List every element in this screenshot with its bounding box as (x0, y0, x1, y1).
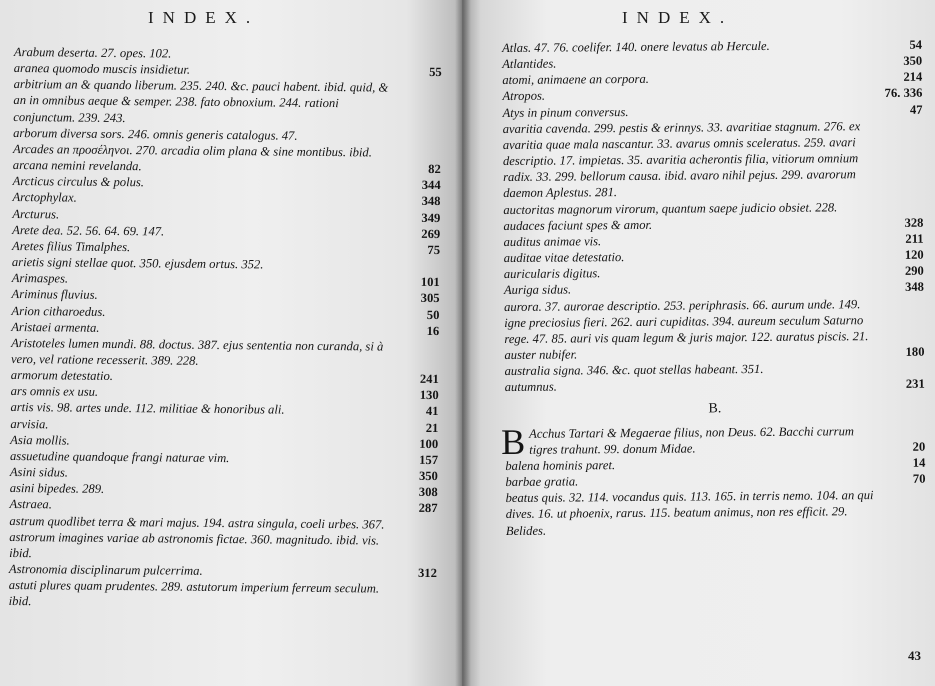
index-entry (506, 487, 926, 523)
index-entry-page: 350 (903, 53, 923, 69)
index-entry-text: auditae vitae detestatio. (503, 250, 625, 266)
index-entry-text: avaritia cavenda. 299. pestis & erinnys. 33. avaritiae stagnum. 276. ex avaritia quae mala nascantur. 33. avarus omnis sceleratus. 259. avari descriptio. 17. impietas. 35. avaritia acherontis filia, vitiorum omnium radix. 33. 299. bellorum causa. ibid. avaro nihil pejus. 299. avarorum daemon Aplestus. 281. (502, 118, 861, 201)
index-entry-text: astuti plures quam prudentes. 289. astutorum imperium ferreum seculum. ibid. (8, 578, 380, 609)
drop-cap: B (500, 421, 526, 462)
index-entry-page: 100 (419, 436, 439, 451)
index-entry-text: Arcturus. (12, 206, 60, 222)
index-entry-text: auster nubifer. (504, 347, 578, 362)
index-entry-page: 231 (905, 376, 925, 392)
left-index-entries (9, 44, 442, 614)
index-entry-text: Acchus Tartari & Megaerae filius, non Deus. 62. Bacchi currum tigres trahunt. 99. donum Midae. (529, 423, 854, 457)
index-entry-text: Atlantides. (502, 56, 557, 72)
index-entry-text: Ariminus fluvius. (11, 287, 98, 303)
index-entry-text: armorum detestatio. (10, 368, 114, 384)
index-entry-page: 214 (903, 70, 923, 85)
index-entry-page: 287 (418, 501, 438, 516)
right-page-header: INDEX. (622, 8, 734, 27)
index-entry-text: balena hominis paret. (505, 458, 616, 473)
index-entry-page: 21 (425, 420, 439, 435)
index-entry-text: Arimaspes. (11, 271, 69, 286)
index-entry-text: atomi, animaene an corpora. (502, 72, 649, 88)
book-gutter (455, 0, 471, 686)
index-entry-text: aurora. 37. aurorae descriptio. 253. periphrasis. 66. aurum unde. 149. igne preciosius fieri. 262. auri cupiditas. 394. aureum seculum Saturno rege. 47. 85. auri vis quam legum & juris major. 122. auratus piscis. 21. (504, 296, 869, 346)
index-entry-text: Atlas. 47. 76. coelifer. 140. onere levatus ab Hercule. (502, 38, 770, 55)
left-page-header: INDEX. (148, 8, 260, 27)
right-page (462, 0, 935, 686)
index-entry-page: 305 (420, 291, 440, 306)
index-entry-text: arbitrium an & quando liberum. 235. 240. &c. pauci habent. ibid. quid, & an in omnibus aeque & semper. 238. fato obnoxium. 244. rationi conjunctum. 239. 243. (13, 77, 389, 125)
index-entry-page: 328 (904, 215, 924, 230)
index-entry (9, 577, 437, 613)
index-entry-page: 41 (425, 404, 439, 419)
index-entry-page: 20 (912, 439, 926, 454)
index-entry-page: 54 (909, 37, 923, 52)
left-page (0, 0, 462, 686)
index-entry-page: 16 (426, 323, 440, 338)
index-entry-text: audaces faciunt spes & amor. (503, 217, 653, 233)
index-entry-page: 75 (427, 242, 441, 257)
index-entry-text: Aristaei armenta. (11, 319, 100, 335)
index-entry-text: Atys in pinum conversus. (502, 104, 629, 120)
index-entry-text: asini bipedes. 289. (9, 481, 105, 497)
index-entry-page: 120 (904, 247, 924, 262)
index-entry-page: 312 (417, 565, 438, 581)
index-entry-text: arvisia. (10, 416, 49, 431)
index-entry-text: assuetudine quandoque frangi naturae vim. (9, 448, 230, 465)
index-entry (505, 376, 925, 395)
index-entry (505, 422, 925, 458)
index-entry-text: Belides. (505, 523, 547, 538)
index-entry-text: Astraea. (9, 497, 52, 512)
index-entry-page: 348 (905, 280, 925, 295)
index-entry-text: Arcticus circulus & polus. (12, 174, 145, 190)
index-entry-text: beatus quis. 32. 114. vocandus quis. 113. 165. in terris nemo. 104. an qui dives. 16. ut phoenix, rarus. 115. beatum animus, non res efficit. 29. (505, 488, 874, 522)
index-entry (9, 513, 437, 566)
index-entry-page: 241 (419, 372, 439, 387)
index-entry-text: arborum diversa sors. 246. omnis generis catalogus. 47. (13, 125, 298, 143)
index-entry-text: auricularis digitus. (503, 266, 601, 282)
index-entry-text: autumnus. (504, 379, 557, 395)
index-entry-text: Atropos. (502, 89, 546, 104)
index-entry (503, 117, 924, 201)
index-entry-text: Arabum deserta. 27. opes. 102. (13, 44, 172, 61)
right-index-entries (502, 37, 926, 539)
index-entry-page: 70 (912, 471, 926, 486)
index-entry-page: 308 (418, 485, 438, 500)
index-entry-page: 101 (420, 275, 440, 290)
index-entry-text: ars omnis ex usu. (10, 384, 99, 400)
index-entry (504, 295, 924, 347)
index-entry (11, 335, 439, 371)
index-entry-page: 350 (418, 468, 438, 484)
index-entry-page: 180 (905, 344, 925, 359)
index-entry-text: aranea quomodo muscis insidietur. (13, 61, 191, 77)
index-entry-page: 130 (419, 388, 439, 403)
index-entry-text: auditus animae vis. (503, 234, 602, 249)
index-entry-text: arcana nemini revelanda. (12, 158, 142, 174)
index-entry-text: Astronomia disciplinarum pulcerrima. (8, 561, 203, 578)
index-entry-page: 157 (419, 452, 439, 467)
index-entry-text: Asini sidus. (9, 465, 69, 480)
index-entry-text: barbae gratia. (505, 474, 579, 490)
index-entry-text: Arcades an προσέληνοι. 270. arcadia olim plana & sine montibus. ibid. (12, 141, 372, 160)
index-entry-text: auctoritas magnorum virorum, quantum saepe judicio obsiet. 228. (503, 199, 838, 217)
index-entry-page: 290 (904, 263, 924, 279)
index-entry-page: 348 (421, 194, 441, 209)
index-entry-text: australia signa. 346. &c. quot stellas habeant. 351. (504, 362, 764, 379)
index-entry-text: artis vis. 98. artes unde. 112. militiae & honoribus ali. (10, 400, 285, 418)
index-entry-text: astrum quodlibet terra & mari majus. 194. astra singula, coeli urbes. 367. astrorum imagines variae ab astronomis fictae. 360. magnitudo. ibid. vis. ibid. (9, 513, 385, 561)
index-entry-text: Aristoteles lumen mundi. 88. doctus. 387. ejus sententia non curanda, si à vero, vel ratione recesserit. 389. 228. (10, 335, 384, 368)
index-entry-page: 269 (421, 226, 441, 241)
index-entry-text: arietis signi stellae quot. 350. ejusdem ortus. 352. (11, 255, 264, 272)
index-entry-page: 55 (429, 65, 442, 80)
index-entry (13, 76, 441, 129)
index-entry-page: 50 (426, 307, 440, 322)
index-entry-page: 82 (428, 162, 441, 177)
index-entry-page: 211 (905, 231, 924, 246)
index-entry-text: Asia mollis. (10, 432, 70, 448)
index-entry-text: Arete dea. 52. 56. 64. 69. 147. (12, 222, 165, 239)
index-entry-page: 76. 336 (884, 86, 923, 101)
index-entry-text: Aretes filius Timalphes. (11, 238, 131, 254)
index-entry-page: 344 (421, 178, 441, 193)
index-entry (506, 519, 926, 538)
index-entry-text: Arctophylax. (12, 190, 77, 206)
index-entry-text: Auriga sidus. (503, 282, 572, 298)
index-entry-text: Arion citharoedus. (11, 303, 106, 319)
index-entry-page: 349 (421, 210, 441, 225)
index-entry-page: 47 (909, 102, 923, 117)
section-heading-b: B. (708, 401, 722, 417)
index-entry-page: 14 (912, 455, 926, 470)
page-number: 43 (908, 648, 921, 663)
